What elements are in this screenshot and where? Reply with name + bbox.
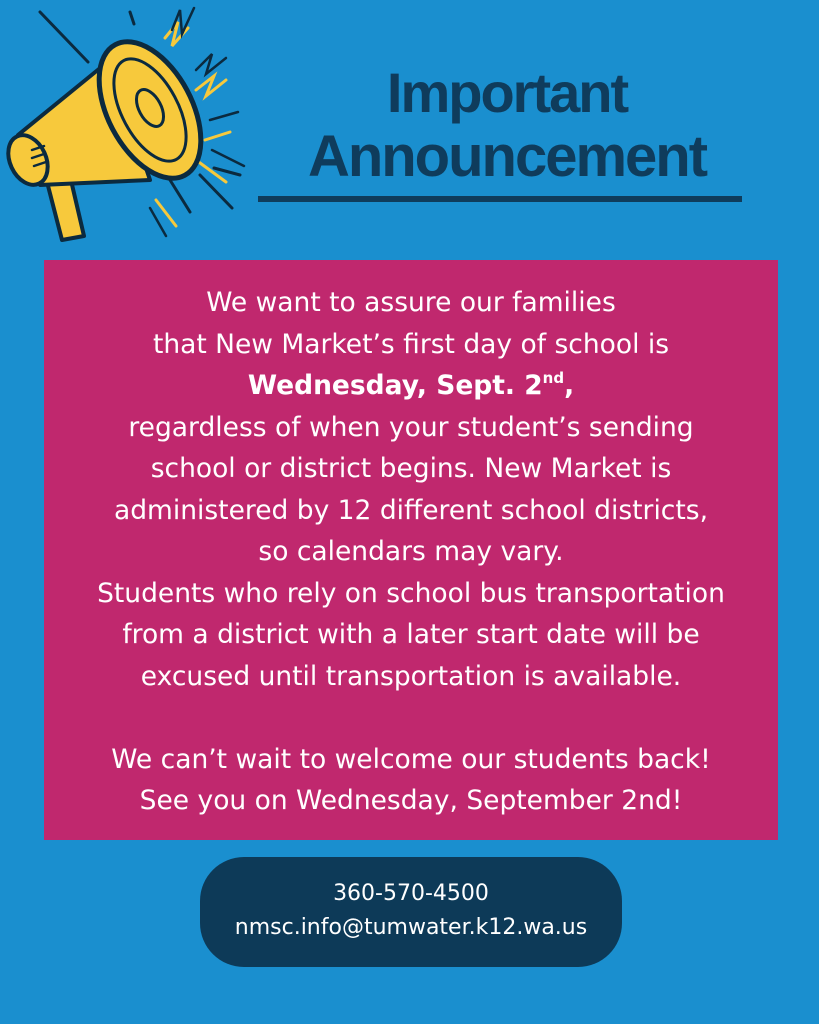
announcement-line: regardless of when your student’s sending: [128, 411, 694, 443]
title-line-2: Announcement: [307, 124, 707, 189]
announcement-line: We want to assure our families: [206, 287, 616, 318]
first-day-date: [44, 365, 778, 407]
announcement-line: excused until transportation is available.: [140, 660, 682, 692]
announcement-line: from a district with a later start date will be: [122, 619, 700, 650]
date-ordinal-suffix: nd: [542, 369, 565, 387]
date-comma: ,: [564, 370, 575, 401]
announcement-line: See you on Wednesday, September 2nd!: [139, 785, 683, 816]
contact-email[interactable]: nmsc.info@tumwater.k12.wa.us: [234, 915, 588, 940]
contact-phone[interactable]: 360-570-4500: [333, 881, 489, 906]
announcement-line: school or district begins. New Market is: [150, 453, 672, 484]
announcement-line: so calendars may vary.: [258, 536, 564, 567]
announcement-line: We can’t wait to welcome our students back!: [111, 743, 711, 775]
contact-box: [200, 857, 622, 967]
paragraph-gap: [44, 697, 778, 739]
first-day-date-text: Wednesday, Sept. 2: [247, 370, 543, 401]
announcement-line: administered by 12 different school districts,: [113, 494, 708, 526]
megaphone-icon: [0, 0, 270, 250]
announcement-line: that New Market’s first day of school is: [152, 328, 670, 360]
title-line-1: Important: [386, 61, 628, 124]
announcement-title: [262, 62, 752, 190]
announcement-line: Students who rely on school bus transportation: [97, 577, 725, 609]
title-underline: [258, 196, 742, 202]
announcement-panel: [44, 260, 778, 840]
